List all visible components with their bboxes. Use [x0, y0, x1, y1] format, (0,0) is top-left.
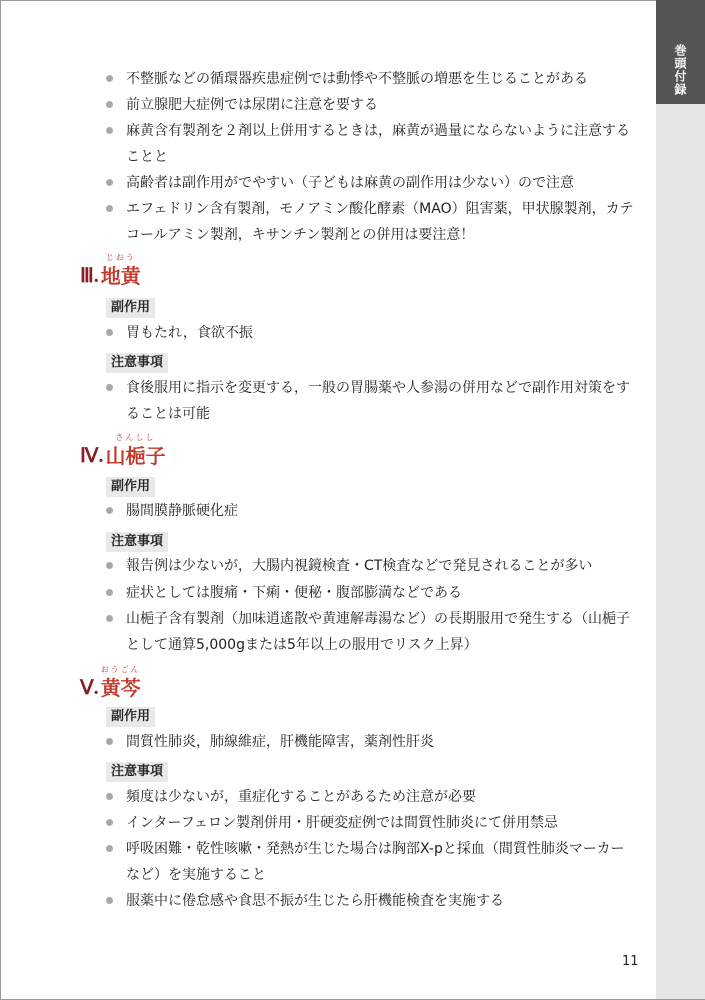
list-item: 報告例は少ないが，大腸内視鏡検査・CT検査などで発見されることが多い: [114, 553, 636, 579]
section-name: 黄芩: [100, 676, 141, 700]
section-name: 地黄: [100, 264, 141, 288]
bullet-icon: [106, 897, 113, 904]
list-item: 食後服用に指示を変更する，一般の胃腸薬や人参湯の併用などで副作用対策をすることは可能: [114, 375, 636, 427]
bullet-icon: [106, 589, 113, 596]
side-tab-label: 巻頭付録: [673, 44, 687, 96]
section-term: [100, 253, 141, 288]
list-item: 麻黄含有製剤を２剤以上併用するときは，麻黄が過量にならないように注意することと: [114, 118, 636, 170]
list-item: 前立腺肥大症例では尿閉に注意を要する: [114, 92, 636, 118]
section-ruby: じおう: [105, 253, 136, 262]
list-item: 胃もたれ，食欲不振: [114, 320, 636, 346]
list-item: 間質性肺炎，肺線維症，肝機能障害，薬剤性肝炎: [114, 729, 636, 755]
list-item: 山梔子含有製剤（加味逍遙散や黄連解毒湯など）の長期服用で発生する（山梔子として通算5,000gまたは5年以上の服用でリスク上昇）: [114, 606, 636, 658]
section-number: Ⅴ.: [80, 677, 99, 699]
section-ruby: さんしし: [115, 433, 156, 442]
section-number: Ⅲ.: [80, 265, 99, 287]
side-tab: [656, 0, 705, 104]
bullet-icon: [106, 205, 113, 212]
cautions-label: 注意事項: [106, 762, 168, 782]
bullet-icon: [106, 179, 113, 186]
bullet-icon: [106, 845, 113, 852]
bullet-icon: [106, 615, 113, 622]
list-item: 呼吸困難・乾性咳嗽・発熱が生じた場合は胸部X-pと採血（間質性肺炎マーカーなど）を実施すること: [114, 836, 636, 888]
side-strip: [656, 104, 705, 999]
side-effects-label: 副作用: [106, 707, 155, 727]
list-item: インターフェロン製剤併用・肝硬変症例では間質性肺炎にて併用禁忌: [114, 810, 636, 836]
section-number: Ⅳ.: [80, 445, 104, 467]
section-heading-jio: [80, 252, 141, 288]
section-heading-sanshishi: [80, 432, 165, 468]
cautions-label: 注意事項: [106, 353, 168, 373]
section-name: 山梔子: [105, 444, 166, 468]
list-item: 高齢者は副作用がでやすい（子どもは麻黄の副作用は少ない）ので注意: [114, 170, 636, 196]
bullet-icon: [106, 101, 113, 108]
section-ruby: おうごん: [100, 665, 141, 674]
list-item: 腸間膜静脈硬化症: [114, 498, 636, 524]
list-item: 服薬中に倦怠感や食思不振が生じたら肝機能検査を実施する: [114, 888, 636, 914]
list-item: エフェドリン含有製剤，モノアミン酸化酵素（MAO）阻害薬，甲状腺製剤，カテコールアミン製剤，キサンチン製剤との併用は要注意！: [114, 196, 636, 248]
side-effects-label: 副作用: [106, 298, 155, 318]
bullet-icon: [106, 384, 113, 391]
bullet-icon: [106, 562, 113, 569]
bullet-icon: [106, 329, 113, 336]
list-item: 症状としては腹痛・下痢・便秘・腹部膨満などである: [114, 580, 636, 606]
bullet-icon: [106, 793, 113, 800]
bullet-icon: [106, 507, 113, 514]
bullet-icon: [106, 738, 113, 745]
cautions-label: 注意事項: [106, 532, 168, 552]
list-item: 不整脈などの循環器疾患症例では動悸や不整脈の増悪を生じることがある: [114, 66, 636, 92]
section-term: [105, 433, 166, 468]
bullet-icon: [106, 75, 113, 82]
bullet-icon: [106, 127, 113, 134]
page-number: 11: [622, 954, 639, 969]
side-effects-label: 副作用: [106, 477, 155, 497]
section-term: [100, 665, 141, 700]
section-heading-ougon: [80, 664, 141, 700]
list-item: 頻度は少ないが，重症化することがあるため注意が必要: [114, 784, 636, 810]
bullet-icon: [106, 819, 113, 826]
